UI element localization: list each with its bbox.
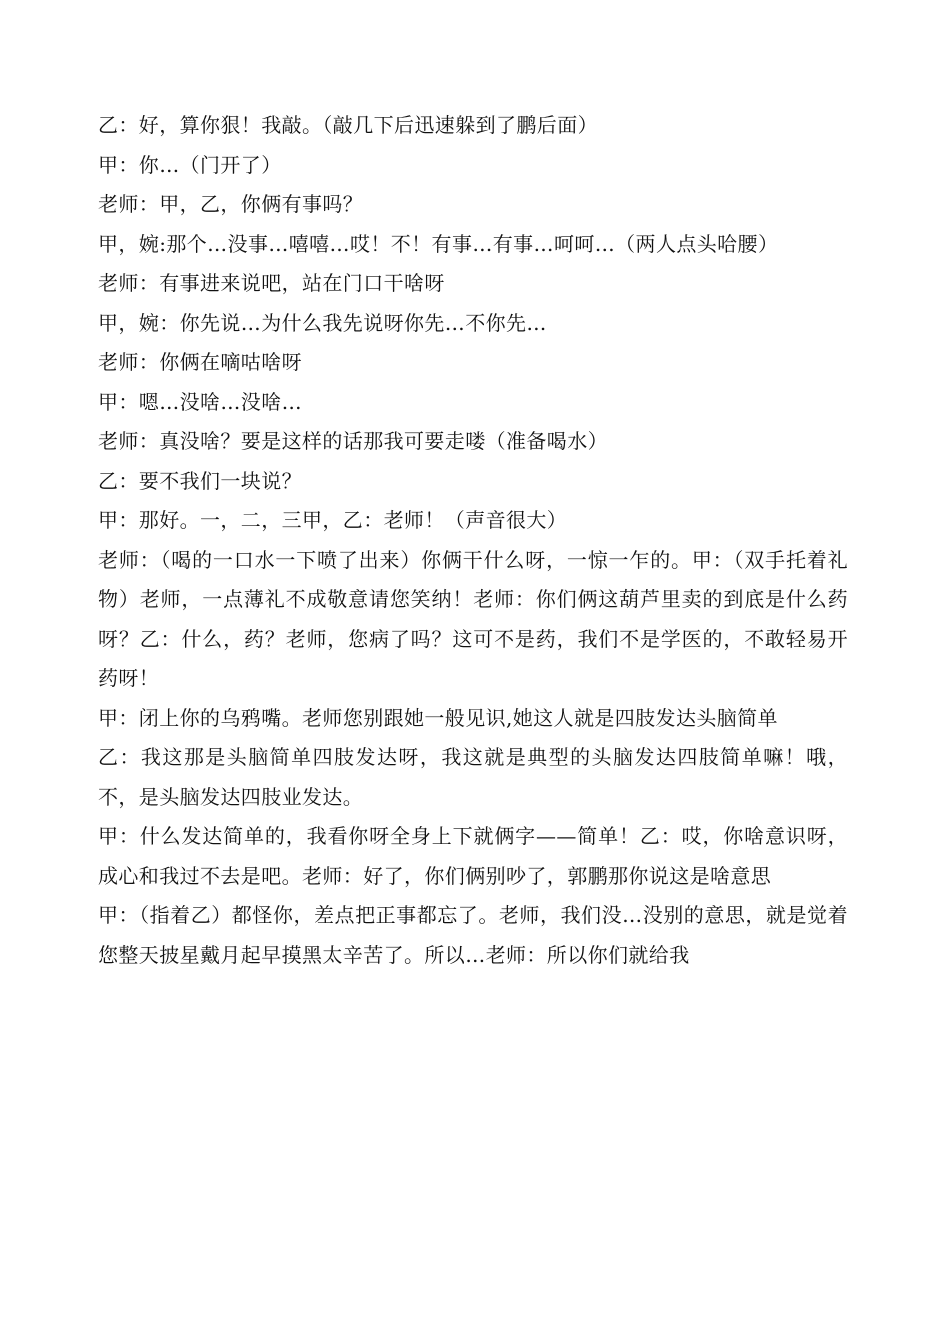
paragraph: 老师：有事进来说吧，站在门口干啥呀 — [98, 271, 445, 295]
paragraph: 老师：甲，乙，你俩有事吗？ — [98, 192, 364, 216]
paragraph: 甲：（指着乙）都怪你，差点把正事都忘了。老师，我们没…没别的意思，就是觉着您整天披星戴月起早摸黑太辛苦了。所以…老师：所以你们就给我 — [98, 903, 848, 967]
paragraph: 乙：要不我们一块说？ — [98, 468, 302, 493]
paragraph: 老师：你俩在嘀咕啥呀 — [98, 350, 302, 374]
paragraph: 甲，婉：你先说…为什么我先说呀你先…不你先… — [98, 310, 547, 335]
paragraph: 老师：真没啥？要是这样的话那我可要走喽（准备喝水） — [98, 429, 608, 453]
paragraph: 老师：（喝的一口水一下喷了出来）你俩干什么呀，一惊一乍的。甲：（双手托着礼物）老师，一点薄礼不成敬意请您笑纳！老师：你们俩这葫芦里卖的到底是什么药呀？乙：什么，药？老师，您病了吗？这可不是药，我们不是学医的，不敢轻易开药呀！ — [98, 547, 848, 690]
document-body — [98, 106, 848, 975]
paragraph: 甲：闭上你的乌鸦嘴。老师您别跟她一般见识,她这人就是四肢发达头脑简单 — [98, 705, 778, 730]
paragraph: 甲，婉:那个…没事…嘻嘻…哎！不！有事…有事…呵呵…（两人点头哈腰） — [98, 231, 779, 256]
paragraph: 乙：我这那是头脑简单四肢发达呀，我这就是典型的头脑发达四肢简单嘛！哦，不，是头脑发达四肢业发达。 — [98, 745, 848, 809]
paragraph: 甲：嗯…没啥…没啥… — [98, 389, 302, 414]
paragraph: 甲：你…（门开了） — [98, 152, 282, 177]
paragraph: 甲：那好。一，二，三甲，乙：老师！（声音很大） — [98, 508, 568, 532]
paragraph: 乙：好，算你狠！我敲。（敲几下后迅速躲到了鹏后面） — [98, 113, 598, 137]
paragraph: 甲：什么发达简单的，我看你呀全身上下就俩字——简单！乙：哎，你啥意识呀，成心和我过不去是吧。老师：好了，你们俩别吵了，郭鹏那你说这是啥意思 — [98, 824, 848, 888]
